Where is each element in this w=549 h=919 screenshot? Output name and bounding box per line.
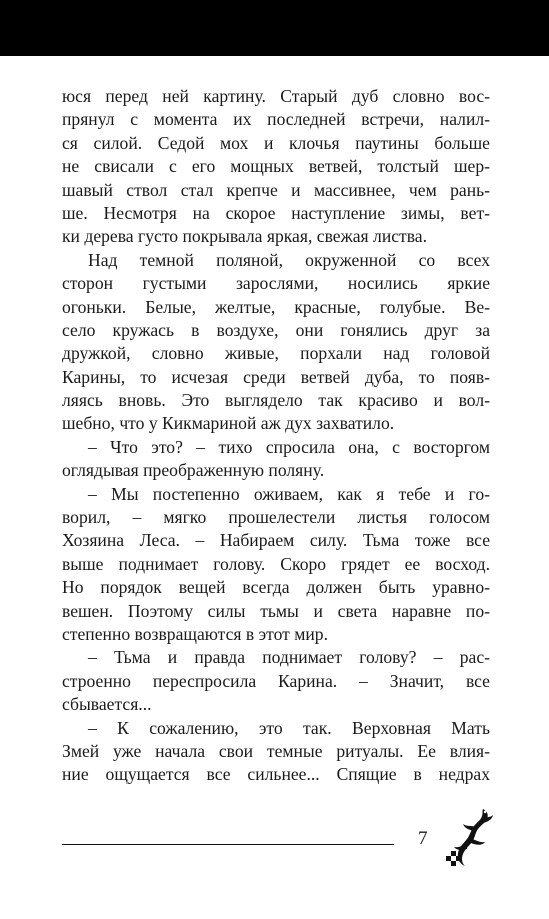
text-line: степенно возвращаются в этот мир.	[62, 623, 328, 644]
text-line: ше. Несмотря на скорое наступление зимы, вет-	[62, 202, 490, 223]
text-line: прянул с момента их последней встречи, налил-	[62, 109, 490, 130]
text-line: ся силой. Седой мох и клочья паутины больше	[62, 132, 490, 153]
text-line: юся перед ней картину. Старый дуб словно вос-	[62, 86, 490, 106]
text-line: дружкой, словно живые, порхали над головой	[62, 343, 490, 364]
text-line: сторон густыми зарослями, носились яркие	[62, 273, 490, 294]
text-line: – Что это? – тихо спросила она, с восторгом	[88, 436, 490, 457]
text-line: строенно переспросила Карина. – Значит, все	[62, 670, 490, 691]
page-number: 7	[418, 828, 428, 849]
text-line: оглядывая преображенную поляну.	[62, 460, 325, 481]
text-line: шебно, что у Кикмариной аж дух захватило.	[62, 413, 395, 434]
text-line: – К сожалению, это так. Верховная Мать	[88, 717, 490, 738]
text-line: выше поднимает голову. Скоро грядет ее восход.	[62, 553, 490, 574]
text-line: Карины, то исчезая среди ветвей дуба, то появ-	[62, 366, 490, 387]
text-line: ки дерева густо покрывала яркая, свежая листва.	[62, 226, 428, 247]
text-line: вешен. Поэтому силы тьмы и света наравне по-	[62, 600, 490, 621]
text-line: – Тьма и правда поднимает голову? – рас-	[88, 647, 490, 668]
text-line: село кружась в воздухе, они гонялись друг за	[62, 319, 490, 340]
footer-rule	[62, 844, 394, 845]
lizard-ornament-icon	[445, 805, 499, 867]
text-line: Но порядок вещей всегда должен быть уравно-	[62, 577, 490, 598]
body-text	[62, 85, 490, 787]
text-line: сбывается...	[62, 694, 152, 715]
text-line: ворил, – мягко прошелестели листья голосом	[62, 507, 490, 528]
text-line: не свисали с его мощных ветвей, толстый шер-	[62, 156, 490, 177]
text-line: ляясь вновь. Это выглядело так красиво и вол-	[62, 390, 490, 411]
text-line: ние ощущается все сильнее... Спящие в недрах	[62, 764, 490, 785]
text-line: шавый ствол стал крепче и массивнее, чем рань-	[62, 179, 490, 200]
text-line: – Мы постепенно оживаем, как я тебе и го-	[88, 483, 490, 504]
text-line: огоньки. Белые, желтые, красные, голубые. Ве-	[62, 296, 490, 317]
text-line: Над темной поляной, окруженной со всех	[88, 249, 490, 270]
text-line: Змей уже начала свои темные ритуалы. Ее влия-	[62, 740, 490, 761]
top-black-band	[0, 0, 549, 56]
text-line: Хозяина Леса. – Набираем силу. Тьма тоже все	[62, 530, 490, 551]
